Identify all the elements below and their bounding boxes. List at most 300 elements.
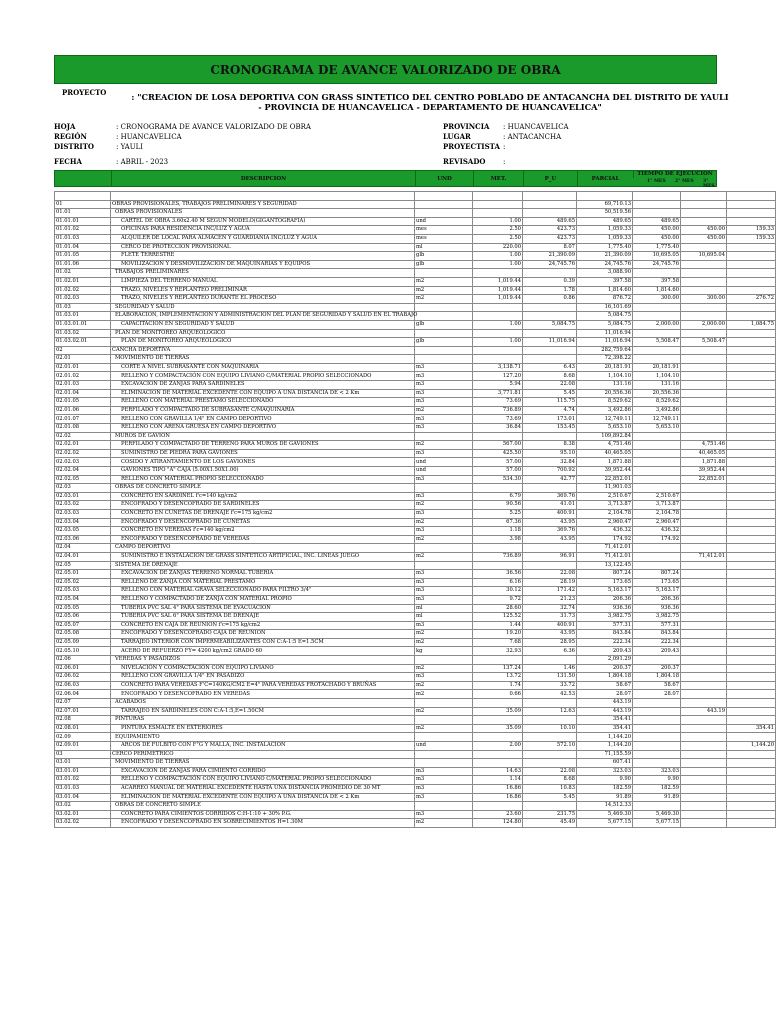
- project-label: PROYECTO: [62, 88, 107, 97]
- table-cell: 01.03.01.01: [55, 320, 111, 329]
- table-cell: 174.92: [577, 535, 633, 544]
- table-cell: 6.43: [523, 363, 577, 372]
- table-cell: 0.66: [473, 690, 523, 699]
- table-cell: 20,181.91: [577, 363, 633, 372]
- table-cell: 3,492.86: [577, 406, 633, 415]
- table-cell: [681, 518, 727, 527]
- table-cell: 02.06.01: [55, 664, 111, 673]
- table-cell: m2: [415, 638, 473, 647]
- table-cell: [681, 699, 727, 708]
- table-cell: 489.65: [523, 217, 577, 226]
- table-cell: 3,771.81: [473, 389, 523, 398]
- table-cell: ELABORACION, IMPLEMENTACION Y ADMINISTRACION DEL PLAN DE SEGURIDAD Y SALUD EN EL TRABAJO: [111, 312, 415, 321]
- table-cell: 1,804.18: [577, 673, 633, 682]
- table-cell: [727, 595, 776, 604]
- table-cell: 01.01.05: [55, 252, 111, 261]
- table-cell: [727, 303, 776, 312]
- meta-row-provincia: PROVINCIA : HUANCAVELICA: [443, 122, 569, 131]
- table-cell: 02.01.07: [55, 415, 111, 424]
- table-cell: [681, 277, 727, 286]
- table-cell: 7.68: [473, 638, 523, 647]
- table-cell: 43.95: [523, 518, 577, 527]
- table-cell: [633, 733, 681, 742]
- table-cell: [633, 312, 681, 321]
- table-cell: [681, 673, 727, 682]
- table-cell: [727, 604, 776, 613]
- table-cell: [633, 759, 681, 768]
- table-cell: 1,775.40: [577, 243, 633, 252]
- table-cell: 5.25: [473, 509, 523, 518]
- table-cell: 01.01.04: [55, 243, 111, 252]
- table-cell: 73.69: [473, 415, 523, 424]
- table-cell: 159.33: [727, 226, 776, 235]
- table-row: [55, 527, 776, 536]
- table-row: [55, 226, 776, 235]
- table-cell: 03.02: [55, 802, 111, 811]
- table-cell: 534.30: [473, 475, 523, 484]
- table-cell: 489.65: [577, 217, 633, 226]
- table-cell: 450.00: [681, 226, 727, 235]
- table-cell: 58.67: [633, 681, 681, 690]
- table-cell: [727, 673, 776, 682]
- table-cell: und: [415, 217, 473, 226]
- table-cell: 01.01: [55, 209, 111, 218]
- table-cell: [727, 372, 776, 381]
- table-cell: 10,695.05: [633, 252, 681, 261]
- table-cell: [727, 690, 776, 699]
- table-cell: [727, 630, 776, 639]
- table-cell: 35.09: [473, 707, 523, 716]
- table-cell: 41.01: [523, 501, 577, 510]
- table-cell: m3: [415, 449, 473, 458]
- table-cell: TRABAJOS PRELIMINARES: [111, 269, 415, 278]
- table-cell: 2,091.29: [577, 656, 633, 665]
- table-cell: 9.72: [473, 595, 523, 604]
- table-cell: m3: [415, 621, 473, 630]
- table-cell: 3.98: [473, 535, 523, 544]
- table-cell: 30.12: [473, 587, 523, 596]
- table-cell: PERFILADO Y COMPACTADO DE SUBRASANTE C/MAQUINARIA: [111, 406, 415, 415]
- table-cell: ml: [415, 604, 473, 613]
- table-cell: [633, 475, 681, 484]
- table-cell: [681, 329, 727, 338]
- table-cell: [681, 509, 727, 518]
- table-cell: [633, 552, 681, 561]
- table-cell: 02.04.01: [55, 552, 111, 561]
- table-cell: [727, 286, 776, 295]
- table-cell: PERFILADO Y COMPACTADO DE TERRENO PARA MUROS DE GAVIONES: [111, 441, 415, 450]
- table-cell: 131.16: [633, 381, 681, 390]
- table-cell: [681, 432, 727, 441]
- table-cell: 567.00: [473, 441, 523, 450]
- table-cell: ml: [415, 243, 473, 252]
- table-cell: 1,019.44: [473, 295, 523, 304]
- table-cell: SEGURIDAD Y SALUD: [111, 303, 415, 312]
- table-cell: [681, 750, 727, 759]
- table-cell: [727, 578, 776, 587]
- table-cell: OFICINAS PARA RESIDENCIA INC/LUZ Y AGUA: [111, 226, 415, 235]
- table-cell: [681, 260, 727, 269]
- table-cell: mes: [415, 226, 473, 235]
- table-cell: [473, 484, 523, 493]
- table-cell: 71,412.01: [577, 544, 633, 553]
- table-row: [55, 802, 776, 811]
- table-row: [55, 724, 776, 733]
- table-cell: 02.08.01: [55, 724, 111, 733]
- table-cell: 32.84: [523, 458, 577, 467]
- table-cell: [633, 561, 681, 570]
- table-cell: 276.72: [727, 295, 776, 304]
- table-cell: [681, 681, 727, 690]
- table-cell: [633, 750, 681, 759]
- table-cell: [473, 355, 523, 364]
- table-cell: 01.01.02: [55, 226, 111, 235]
- table-cell: [473, 269, 523, 278]
- table-cell: m3: [415, 475, 473, 484]
- table-cell: 300.00: [633, 295, 681, 304]
- table-row: [55, 518, 776, 527]
- table-cell: ELIMINACION DE MATERIAL EXCEDENTE CON EQUIPO A UNA DISTANCIA DE < 2 Km: [111, 389, 415, 398]
- table-cell: 02.06: [55, 656, 111, 665]
- table-cell: 20,556.36: [577, 389, 633, 398]
- table-cell: 450.00: [633, 234, 681, 243]
- table-cell: 182.59: [633, 784, 681, 793]
- table-cell: [681, 716, 727, 725]
- table-cell: 5,677.15: [577, 819, 633, 828]
- table-cell: RELLENO CON ARENA GRUESA EN CAMPO DEPORTIVO: [111, 424, 415, 433]
- table-cell: [633, 716, 681, 725]
- table-cell: 22.08: [523, 767, 577, 776]
- table-cell: m3: [415, 389, 473, 398]
- header-parcial: PARCIAL: [577, 171, 633, 186]
- table-row: [55, 578, 776, 587]
- table-cell: [523, 561, 577, 570]
- table-cell: 5,084.75: [577, 312, 633, 321]
- table-cell: [415, 733, 473, 742]
- table-cell: 28.95: [523, 638, 577, 647]
- table-cell: [727, 217, 776, 226]
- meta-right: [443, 122, 569, 152]
- table-cell: 02.05: [55, 561, 111, 570]
- table-cell: 02.05.05: [55, 604, 111, 613]
- table-cell: 36.56: [473, 570, 523, 579]
- table-cell: 1.46: [523, 664, 577, 673]
- table-cell: [473, 759, 523, 768]
- table-cell: TUBERIA PVC SAL 6" PARA SISTEMA DE DRENAJE: [111, 613, 415, 622]
- table-cell: [415, 355, 473, 364]
- table-cell: [727, 810, 776, 819]
- table-cell: [523, 209, 577, 218]
- table-cell: 02.01.08: [55, 424, 111, 433]
- table-cell: 450.00: [633, 226, 681, 235]
- table-cell: 173.65: [577, 578, 633, 587]
- table-cell: [681, 733, 727, 742]
- table-cell: m3: [415, 776, 473, 785]
- table-cell: [727, 767, 776, 776]
- table-cell: 1.78: [523, 286, 577, 295]
- table-cell: 354.41: [727, 724, 776, 733]
- table-cell: [681, 372, 727, 381]
- table-row: [55, 621, 776, 630]
- table-cell: RELLENO DE ZANJA CON MATERIAL PRESTAMO: [111, 578, 415, 587]
- table-cell: OBRAS DE CONCRETO SIMPLE: [111, 484, 415, 493]
- table-cell: 13,122.45: [577, 561, 633, 570]
- table-cell: 02.03.04: [55, 518, 111, 527]
- table-cell: [523, 269, 577, 278]
- table-cell: 369.76: [523, 527, 577, 536]
- table-cell: [681, 819, 727, 828]
- table-cell: PINTURA ESMALTE EN EXTERIORES: [111, 724, 415, 733]
- table-cell: 02.05.08: [55, 630, 111, 639]
- table-cell: COSIDO Y ATIRANTAMIENTO DE LOS GAVIONES: [111, 458, 415, 467]
- table-cell: [727, 355, 776, 364]
- table-row: [55, 501, 776, 510]
- table-cell: [727, 733, 776, 742]
- table-cell: [727, 561, 776, 570]
- table-cell: 02.03.03: [55, 509, 111, 518]
- table-cell: [523, 656, 577, 665]
- table-cell: 69,710.13: [577, 200, 633, 209]
- table-cell: 90.56: [473, 501, 523, 510]
- table-cell: 3,088.90: [577, 269, 633, 278]
- table-row: [55, 355, 776, 364]
- table-cell: 01.01.03: [55, 234, 111, 243]
- table-cell: [681, 630, 727, 639]
- table-cell: [727, 492, 776, 501]
- table-cell: [633, 458, 681, 467]
- table-row: [55, 664, 776, 673]
- table-cell: 57.00: [473, 458, 523, 467]
- table-row: [55, 286, 776, 295]
- table-cell: 206.36: [577, 595, 633, 604]
- table-cell: 700.92: [523, 467, 577, 476]
- table-cell: [681, 647, 727, 656]
- table-cell: [681, 492, 727, 501]
- table-cell: CONCRETO EN CAJA DE REUNION f'c=175 kg/cm2: [111, 621, 415, 630]
- table-row: [55, 647, 776, 656]
- table-cell: [727, 441, 776, 450]
- table-cell: 443.19: [577, 707, 633, 716]
- table-cell: [727, 664, 776, 673]
- table-cell: 5,084.75: [523, 320, 577, 329]
- table-cell: 5.45: [523, 389, 577, 398]
- table-cell: MOVILIZACION Y DESMOVILIZACION DE MAQUINARIAS Y EQUIPOS: [111, 260, 415, 269]
- table-cell: [727, 656, 776, 665]
- table-cell: 02.01.02: [55, 372, 111, 381]
- table-cell: m2: [415, 707, 473, 716]
- table-cell: 02: [55, 346, 111, 355]
- table-cell: 1,104.10: [633, 372, 681, 381]
- table-cell: 02.02.02: [55, 449, 111, 458]
- table-cell: 16.86: [473, 784, 523, 793]
- table-cell: 1.00: [473, 260, 523, 269]
- table-cell: [681, 604, 727, 613]
- table-cell: 222.34: [577, 638, 633, 647]
- table-cell: 03.01: [55, 759, 111, 768]
- table-cell: [681, 200, 727, 209]
- table-cell: [523, 759, 577, 768]
- table-cell: 50,519.56: [577, 209, 633, 218]
- table-cell: 323.03: [633, 767, 681, 776]
- table-cell: m3: [415, 767, 473, 776]
- table-cell: [727, 200, 776, 209]
- table-cell: 2,510.67: [577, 492, 633, 501]
- schedule-table-body: [55, 192, 776, 828]
- table-cell: [681, 389, 727, 398]
- table-cell: 577.31: [577, 621, 633, 630]
- table-cell: 03.01.02: [55, 776, 111, 785]
- meta-row-lugar: LUGAR : ANTACANCHA: [443, 132, 562, 141]
- table-cell: [727, 252, 776, 261]
- table-cell: 02.03.06: [55, 535, 111, 544]
- table-cell: 16.86: [473, 793, 523, 802]
- table-cell: NIVELACIÓN Y COMPACTACIÓN CON EQUIPO LIVIANO: [111, 664, 415, 673]
- table-cell: 02.09.01: [55, 742, 111, 751]
- table-cell: [415, 656, 473, 665]
- table-cell: 91.89: [633, 793, 681, 802]
- table-cell: 131.16: [577, 381, 633, 390]
- table-cell: m2: [415, 295, 473, 304]
- table-cell: 02.09: [55, 733, 111, 742]
- table-cell: [727, 802, 776, 811]
- table-cell: [415, 312, 473, 321]
- table-cell: 02.02.05: [55, 475, 111, 484]
- table-cell: [681, 398, 727, 407]
- table-cell: [681, 776, 727, 785]
- table-cell: [727, 647, 776, 656]
- table-cell: 02.02.01: [55, 441, 111, 450]
- table-cell: [523, 346, 577, 355]
- table-cell: EXCAVACION DE ZANJAS TERRENO NORMAL TUBERIA: [111, 570, 415, 579]
- table-row: [55, 338, 776, 347]
- table-cell: 3,982.75: [577, 613, 633, 622]
- table-row: [55, 784, 776, 793]
- table-cell: 1,814.60: [577, 286, 633, 295]
- table-cell: [681, 243, 727, 252]
- table-cell: 03.02.01: [55, 810, 111, 819]
- table-cell: 11,016.94: [523, 338, 577, 347]
- table-cell: VEREDAS Y PASADIZOS: [111, 656, 415, 665]
- table-cell: [681, 363, 727, 372]
- table-cell: 40,465.05: [681, 449, 727, 458]
- table-cell: [473, 303, 523, 312]
- table-row-blank: [55, 192, 776, 201]
- table-cell: CONCRETO EN VEREDAS f'c=140 kg/cm2: [111, 527, 415, 536]
- table-cell: ACERO DE REFUERZO FY= 4200 kg/cm2 GRADO 60: [111, 647, 415, 656]
- table-cell: ENCOFRADO Y DESENCOFRADO DE SARDINELES: [111, 501, 415, 510]
- table-cell: 1,814.60: [633, 286, 681, 295]
- table-cell: 40,465.05: [577, 449, 633, 458]
- header-mes2: 2° MES: [675, 179, 694, 184]
- table-cell: 300.00: [681, 295, 727, 304]
- table-cell: 131.50: [523, 673, 577, 682]
- table-cell: [727, 467, 776, 476]
- table-cell: [727, 570, 776, 579]
- table-cell: 22,852.01: [577, 475, 633, 484]
- table-cell: 20,181.91: [633, 363, 681, 372]
- table-cell: [415, 716, 473, 725]
- table-cell: 02.08: [55, 716, 111, 725]
- table-cell: [633, 303, 681, 312]
- table-cell: 1.00: [473, 217, 523, 226]
- table-row: [55, 363, 776, 372]
- table-cell: 2.50: [473, 234, 523, 243]
- table-cell: 4.74: [523, 406, 577, 415]
- table-cell: 45.49: [523, 819, 577, 828]
- table-cell: MOVIMIENTO DE TIERRAS: [111, 355, 415, 364]
- meta-row-hoja: HOJA : CRONOGRAMA DE AVANCE VALORIZADO DE OBRA: [54, 122, 311, 131]
- table-cell: m2: [415, 681, 473, 690]
- table-cell: 12,749.11: [633, 415, 681, 424]
- table-cell: 124.80: [473, 819, 523, 828]
- table-cell: 400.91: [523, 621, 577, 630]
- table-cell: [523, 716, 577, 725]
- table-cell: PINTURAS: [111, 716, 415, 725]
- table-cell: 807.24: [577, 570, 633, 579]
- table-cell: 1.14: [473, 776, 523, 785]
- table-cell: [727, 260, 776, 269]
- table-cell: 5.45: [523, 793, 577, 802]
- table-cell: [727, 819, 776, 828]
- table-cell: m3: [415, 372, 473, 381]
- table-cell: 32.74: [523, 604, 577, 613]
- table-cell: 02.01.05: [55, 398, 111, 407]
- table-cell: 1,019.44: [473, 277, 523, 286]
- table-cell: [633, 544, 681, 553]
- table-cell: 137.24: [473, 664, 523, 673]
- table-cell: 5,469.30: [577, 810, 633, 819]
- table-cell: CORTE A NIVEL SUBRASANTE CON MAQUINARIA: [111, 363, 415, 372]
- table-cell: 936.36: [633, 604, 681, 613]
- table-cell: 2.00: [473, 742, 523, 751]
- meta-left: [54, 122, 311, 152]
- table-cell: [415, 561, 473, 570]
- table-cell: [415, 200, 473, 209]
- table-cell: [523, 329, 577, 338]
- table-cell: [681, 690, 727, 699]
- table-cell: m2: [415, 819, 473, 828]
- table-cell: 1,019.44: [473, 286, 523, 295]
- table-cell: 02.05.09: [55, 638, 111, 647]
- table-cell: 24,745.76: [523, 260, 577, 269]
- table-row: [55, 200, 776, 209]
- table-cell: 02.01.03: [55, 381, 111, 390]
- table-cell: [415, 544, 473, 553]
- table-cell: [473, 699, 523, 708]
- table-cell: [727, 424, 776, 433]
- table-row: [55, 733, 776, 742]
- table-row: [55, 604, 776, 613]
- table-cell: 2,960.47: [633, 518, 681, 527]
- table-cell: [727, 449, 776, 458]
- table-cell: [523, 484, 577, 493]
- table-cell: 28.07: [633, 690, 681, 699]
- table-cell: 354.41: [577, 716, 633, 725]
- table-row: [55, 638, 776, 647]
- table-row: [55, 269, 776, 278]
- table-cell: 20,556.36: [633, 389, 681, 398]
- table-cell: 2,000.00: [633, 320, 681, 329]
- table-row: [55, 587, 776, 596]
- table-cell: RELLENO Y COMPACTACIÓN CON EQUIPO LIVIANO C/MATERIAL PROPIO SELECCIONADO: [111, 776, 415, 785]
- table-row: [55, 312, 776, 321]
- table-cell: [727, 699, 776, 708]
- table-cell: 8.68: [523, 776, 577, 785]
- table-cell: [681, 501, 727, 510]
- table-cell: m2: [415, 690, 473, 699]
- table-cell: CAMPO DEPORTIVO: [111, 544, 415, 553]
- table-cell: m2: [415, 441, 473, 450]
